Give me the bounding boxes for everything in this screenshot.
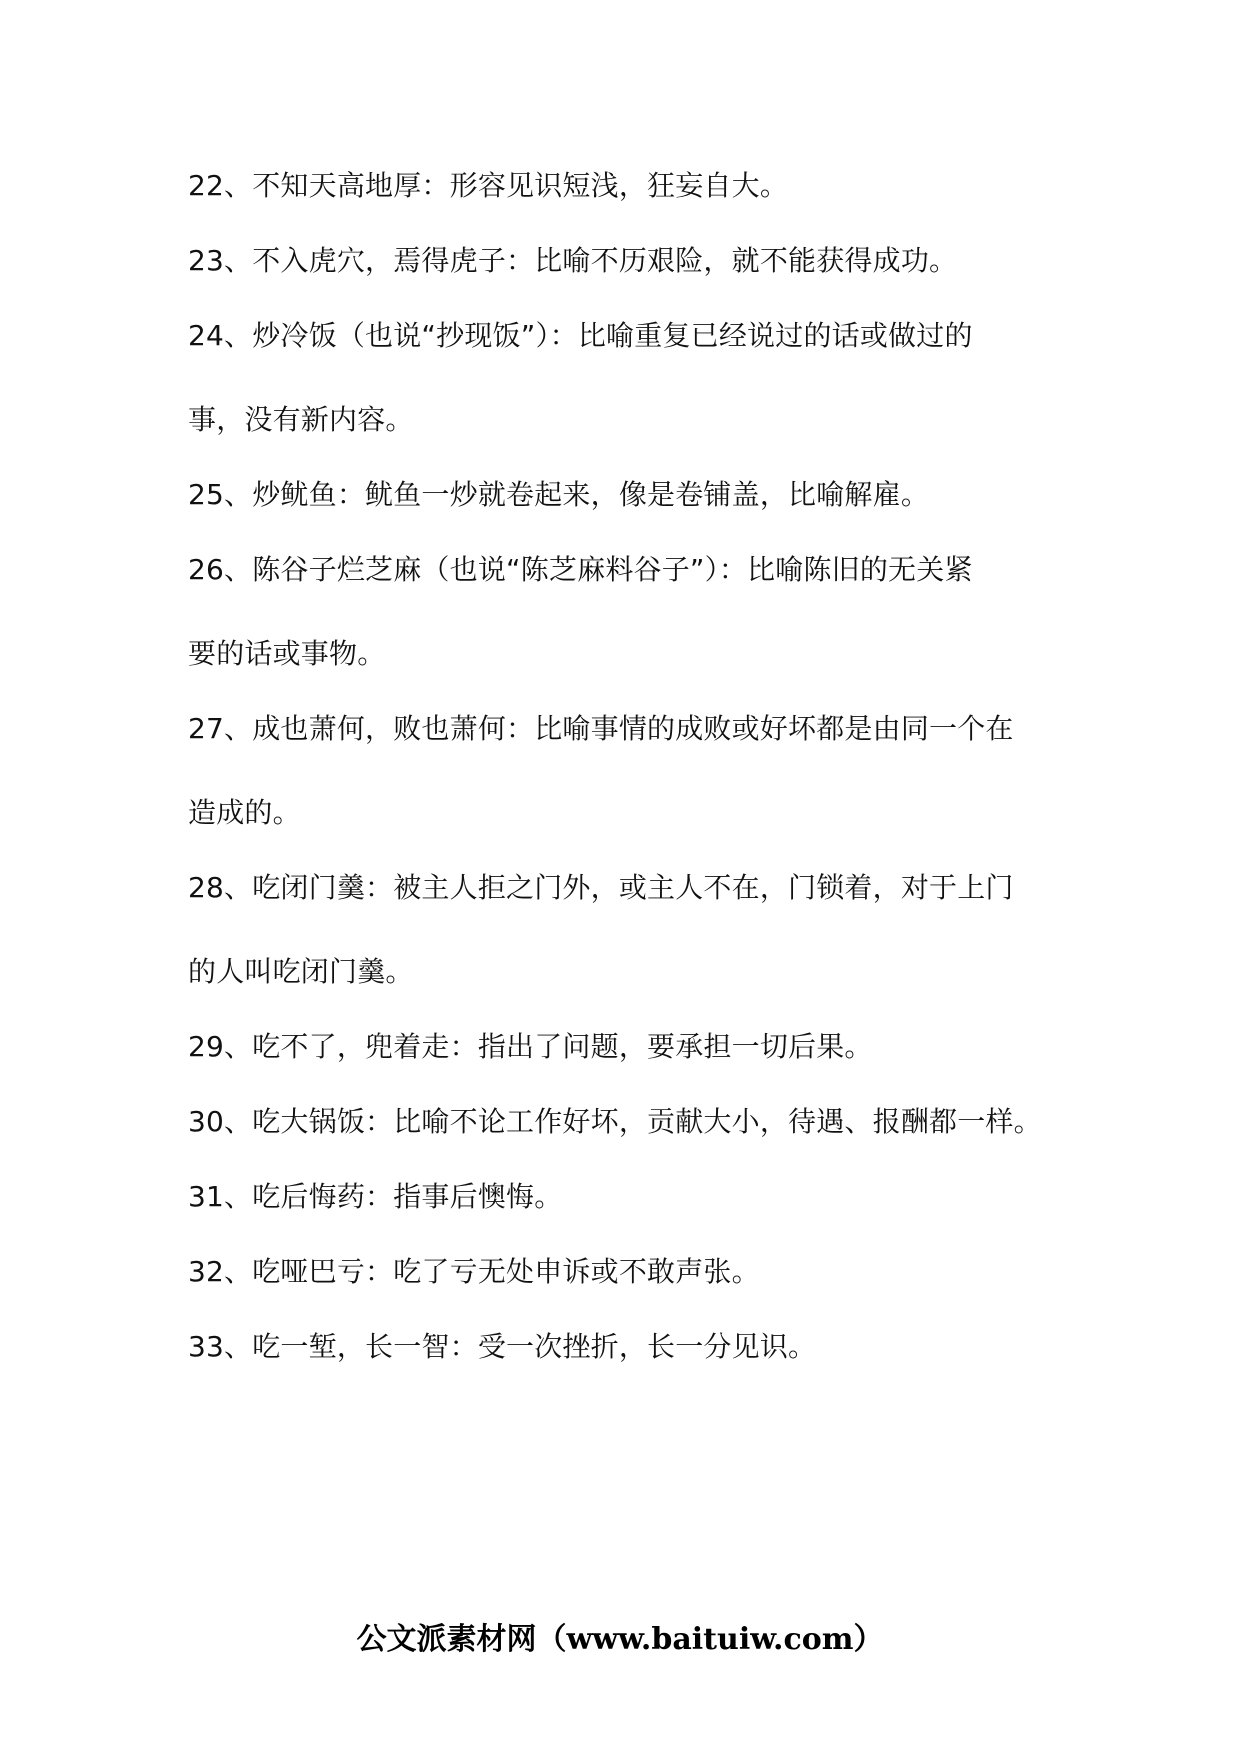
idiom-entry-line: 26、陈谷子烂芝麻（也说“陈芝麻料谷子”）：比喻陈旧的无关紧 xyxy=(188,553,973,586)
idiom-entry-line: 的人叫吃闭门羹。 xyxy=(188,955,414,988)
idiom-entry-line: 24、炒冷饭（也说“抄现饭”）：比喻重复已经说过的话或做过的 xyxy=(188,319,973,352)
idiom-entry-line: 22、不知天高地厚：形容见识短浅，狂妄自大。 xyxy=(188,169,789,202)
idiom-entry-line: 25、炒鱿鱼：鱿鱼一炒就卷起来，像是卷铺盖，比喻解雇。 xyxy=(188,478,930,511)
idiom-entry-line: 事，没有新内容。 xyxy=(188,403,414,436)
idiom-entry-line: 要的话或事物。 xyxy=(188,637,386,670)
idiom-entry-line: 29、吃不了，兜着走：指出了问题，要承担一切后果。 xyxy=(188,1030,873,1063)
idiom-entry-line: 32、吃哑巴亏：吃了亏无处申诉或不敢声张。 xyxy=(188,1255,760,1288)
footer-watermark: 公文派素材网（www.baituiw.com） xyxy=(356,1622,884,1657)
idiom-entry-line: 23、不入虎穴，焉得虎子：比喻不历艰险，就不能获得成功。 xyxy=(188,244,958,277)
idiom-entry-line: 27、成也萧何，败也萧何：比喻事情的成败或好坏都是由同一个在 xyxy=(188,712,1014,745)
idiom-entry-line: 31、吃后悔药：指事后懊悔。 xyxy=(188,1180,563,1213)
idiom-entry-line: 造成的。 xyxy=(188,796,301,829)
idiom-entry-line: 28、吃闭门羹：被主人拒之门外，或主人不在，门锁着，对于上门 xyxy=(188,871,1014,904)
idiom-entry-line: 30、吃大锅饭：比喻不论工作好坏，贡献大小，待遇、报酬都一样。 xyxy=(188,1105,1042,1138)
idiom-entry-line: 33、吃一堑，长一智：受一次挫折，长一分见识。 xyxy=(188,1330,817,1363)
